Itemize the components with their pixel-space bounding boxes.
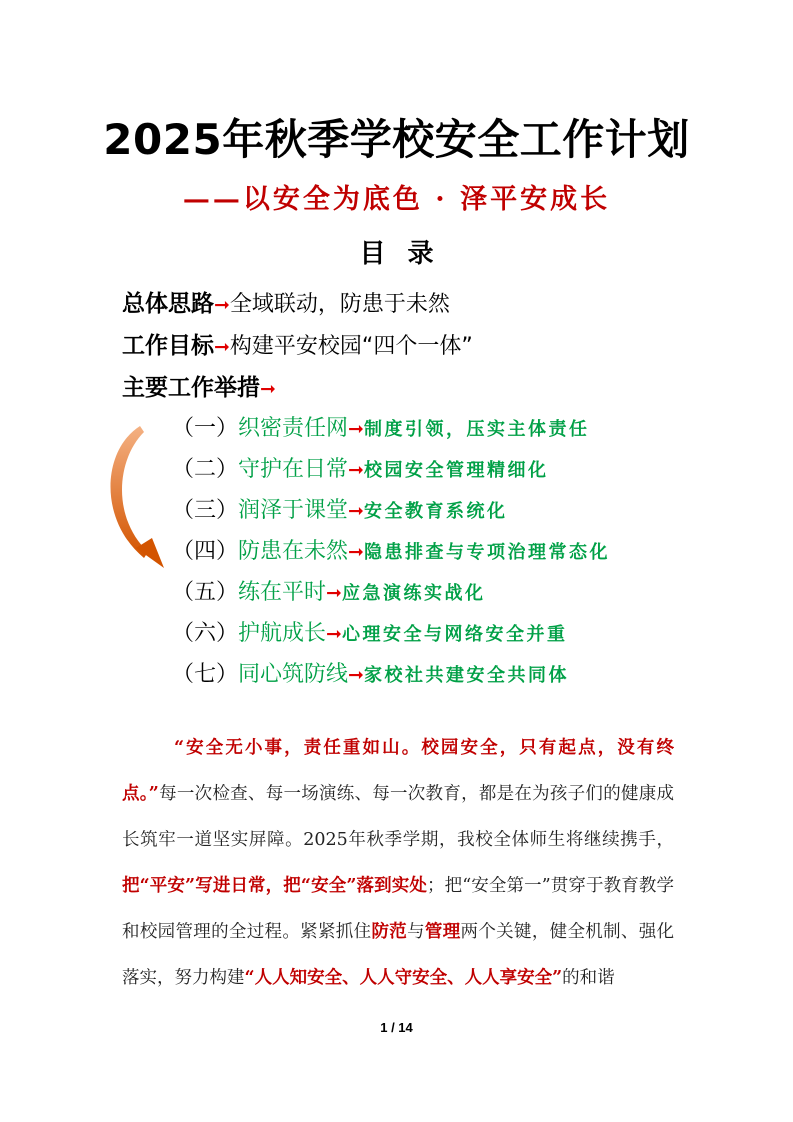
- toc-item-name: 防患在未然: [238, 539, 349, 564]
- toc-title: 目录: [359, 239, 456, 269]
- paragraph-text: 的和谐: [562, 968, 615, 988]
- curved-arrow-icon: [96, 420, 176, 580]
- emphasis-text: 防范: [371, 922, 408, 942]
- arrow-icon: ➞: [326, 623, 342, 645]
- toc-item-number: （三）: [172, 498, 239, 523]
- toc-item-name: 护航成长: [238, 621, 327, 646]
- paragraph-text: 每一次检查、每一场演练、每一次教育，都是在为孩子们的健康成长筑牢一道坚实屏障。2025年秋季学期，我校全体师生将继续携手，: [122, 784, 674, 850]
- toc-item-detail: 校园安全管理精细化: [363, 460, 549, 481]
- toc-item-number: （五）: [172, 580, 239, 605]
- toc-item-detail: 安全教育系统化: [363, 501, 508, 522]
- toc-item[interactable]: [172, 409, 589, 449]
- toc-item[interactable]: [172, 655, 569, 695]
- toc-item-detail: 应急演练实战化: [341, 583, 486, 604]
- arrow-icon: ➞: [348, 459, 364, 481]
- toc-item-number: （二）: [172, 457, 239, 482]
- toc-item-detail: 隐患排查与专项治理常态化: [363, 542, 610, 563]
- emphasis-text: 把“平安”写进日常，把“安全”落到实处: [122, 876, 427, 896]
- toc-head-measures: [122, 367, 276, 409]
- toc-item-number: （七）: [172, 662, 239, 687]
- toc-head-label: 总体思路: [122, 291, 214, 317]
- arrow-icon: ➞: [214, 336, 230, 358]
- toc-item[interactable]: [172, 532, 610, 572]
- toc-head-label: 工作目标: [122, 333, 214, 359]
- toc-head-goal: [122, 325, 473, 367]
- arrow-icon: ➞: [348, 500, 364, 522]
- toc-item-number: （四）: [172, 539, 239, 564]
- emphasis-text: 管理: [424, 922, 461, 942]
- toc-head-label: 主要工作举措: [122, 375, 260, 401]
- page-number: 1 / 14: [380, 1020, 413, 1035]
- toc-item-number: （一）: [172, 416, 239, 441]
- toc-item-name: 守护在日常: [238, 457, 349, 482]
- toc-item[interactable]: [172, 450, 548, 490]
- toc-item-name: 润泽于课堂: [238, 498, 349, 523]
- toc-item-name: 练在平时: [238, 580, 327, 605]
- toc-item[interactable]: [172, 573, 485, 613]
- toc-item[interactable]: [172, 614, 567, 654]
- toc-item-detail: 制度引领，压实主体责任: [363, 419, 590, 440]
- arrow-icon: ➞: [348, 664, 364, 686]
- toc-head-desc: 全域联动，防患于未然: [229, 292, 450, 317]
- arrow-icon: ➞: [214, 294, 230, 316]
- arrow-icon: ➞: [348, 541, 364, 563]
- toc-item[interactable]: [172, 491, 507, 531]
- arrow-icon: ➞: [326, 582, 342, 604]
- toc-item-number: （六）: [172, 621, 239, 646]
- paragraph-text: 两个关键，健全机制、强化落实，努力构建: [122, 922, 675, 988]
- toc-item-name: 织密责任网: [238, 416, 349, 441]
- document-title: 2025年秋季学校安全工作计划: [103, 115, 690, 164]
- arrow-icon: ➞: [260, 378, 276, 400]
- toc-head-overview: [122, 283, 450, 325]
- toc-item-detail: 家校社共建安全共同体: [363, 665, 569, 686]
- paragraph-text: 与: [407, 922, 425, 942]
- toc-item-name: 同心筑防线: [238, 662, 349, 687]
- emphasis-text: “人人知安全、人人守安全、人人享安全”: [244, 968, 563, 988]
- quote-emphasis: “安全无小事，责任重如山。校园安全，只有起点，没有终点。”: [122, 738, 674, 804]
- toc-head-desc: 构建平安校园“四个一体”: [229, 334, 473, 359]
- document-subtitle: ——以安全为底色 · 泽平安成长: [182, 184, 611, 215]
- intro-paragraph: [122, 725, 674, 1001]
- paragraph-text: ；把“安全第一”贯穿于教育教学和校园管理的全过程。紧紧抓住: [122, 876, 674, 942]
- arrow-icon: ➞: [348, 418, 364, 440]
- toc-item-detail: 心理安全与网络安全并重: [341, 624, 568, 645]
